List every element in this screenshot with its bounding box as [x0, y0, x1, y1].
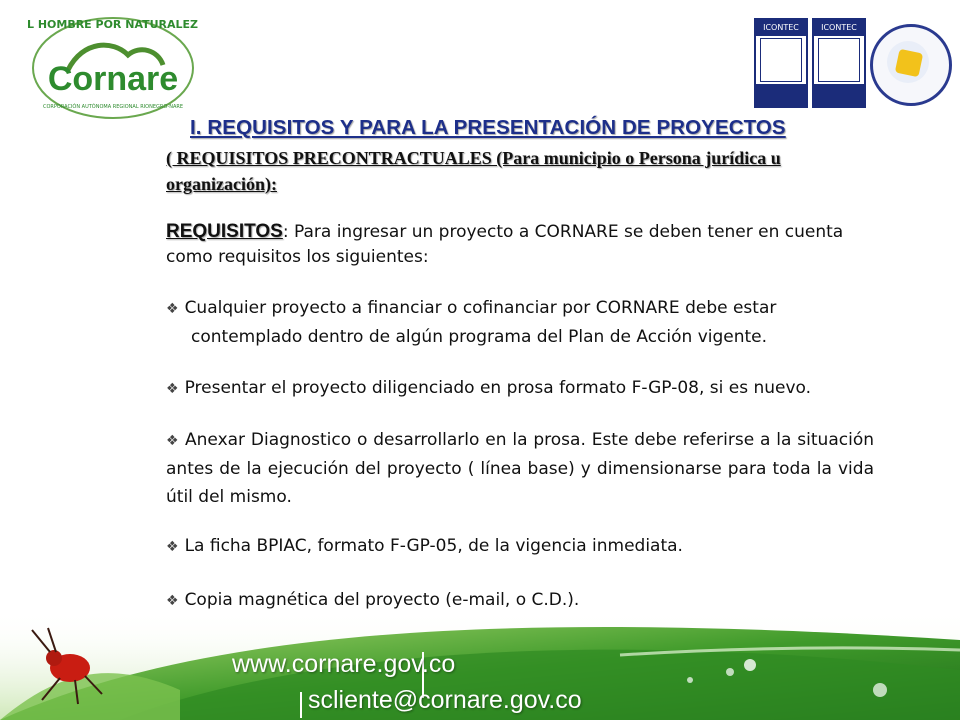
diamond-bullet-icon: ❖	[166, 539, 179, 555]
iso-14001-badge	[812, 18, 866, 108]
colombia-map-icon	[895, 49, 923, 77]
certification-badges	[754, 18, 952, 108]
list-item	[166, 426, 874, 511]
badge-header: ICONTEC	[814, 20, 864, 36]
requirements-label: REQUISITOS	[166, 221, 283, 242]
page-title: I. REQUISITOS Y PARA LA PRESENTACIÓN DE PROYECTOS	[190, 116, 786, 139]
email-link[interactable]: scliente@cornare.gov.co	[308, 686, 582, 714]
requirements-intro	[166, 219, 866, 270]
badge-header: ICONTEC	[756, 20, 806, 36]
list-item-text-continued: contemplado dentro de algún programa del Plan de Acción vigente.	[191, 327, 768, 347]
cornare-logo-graphic	[28, 10, 198, 120]
badge-footer	[756, 84, 806, 106]
brand-arc-text: EL HOMBRE POR NATURALEZA	[28, 18, 198, 31]
iso-9001-badge	[754, 18, 808, 108]
leaf-logo-icon	[818, 38, 860, 82]
list-item-text: Cualquier proyecto a financiar o cofinanciar por CORNARE debe estar	[184, 298, 777, 318]
diamond-bullet-icon: ❖	[166, 301, 179, 317]
quality-seal-icon	[870, 24, 952, 106]
page-subtitle: ( REQUISITOS PRECONTRACTUALES (Para municipio o Persona jurídica u organización):	[166, 148, 781, 194]
brand-subtext: CORPORACIÓN AUTÓNOMA REGIONAL RIONEGRO-NARE	[42, 104, 184, 110]
list-item	[166, 374, 874, 403]
badge-footer	[814, 84, 864, 106]
list-item-text: Copia magnética del proyecto (e-mail, o C.D.).	[184, 590, 580, 610]
list-item	[166, 532, 874, 561]
diamond-bullet-icon: ❖	[166, 381, 179, 397]
cornare-logo	[28, 10, 198, 120]
c-logo-icon	[760, 38, 802, 82]
requirements-intro-text: : Para ingresar un proyecto a CORNARE se deben tener en cuenta como requisitos los siguientes:	[166, 222, 844, 267]
list-item-text: Anexar Diagnostico o desarrollarlo en la prosa. Este debe referirse a la situación antes de la ejecución del proyecto ( línea base) y dimensionarse para toda la vida útil del mismo.	[166, 430, 874, 507]
brand-name: Cornare	[47, 60, 179, 98]
diamond-bullet-icon: ❖	[166, 593, 179, 609]
list-item-text: La ficha BPIAC, formato F-GP-05, de la vigencia inmediata.	[184, 536, 683, 556]
beetle-icon	[20, 620, 120, 710]
footer-divider	[300, 692, 302, 718]
website-link[interactable]: www.cornare.gov.co	[232, 650, 456, 678]
list-item	[166, 294, 874, 351]
list-item-text: Presentar el proyecto diligenciado en prosa formato F-GP-08, si es nuevo.	[184, 378, 812, 398]
diamond-bullet-icon: ❖	[166, 433, 180, 449]
